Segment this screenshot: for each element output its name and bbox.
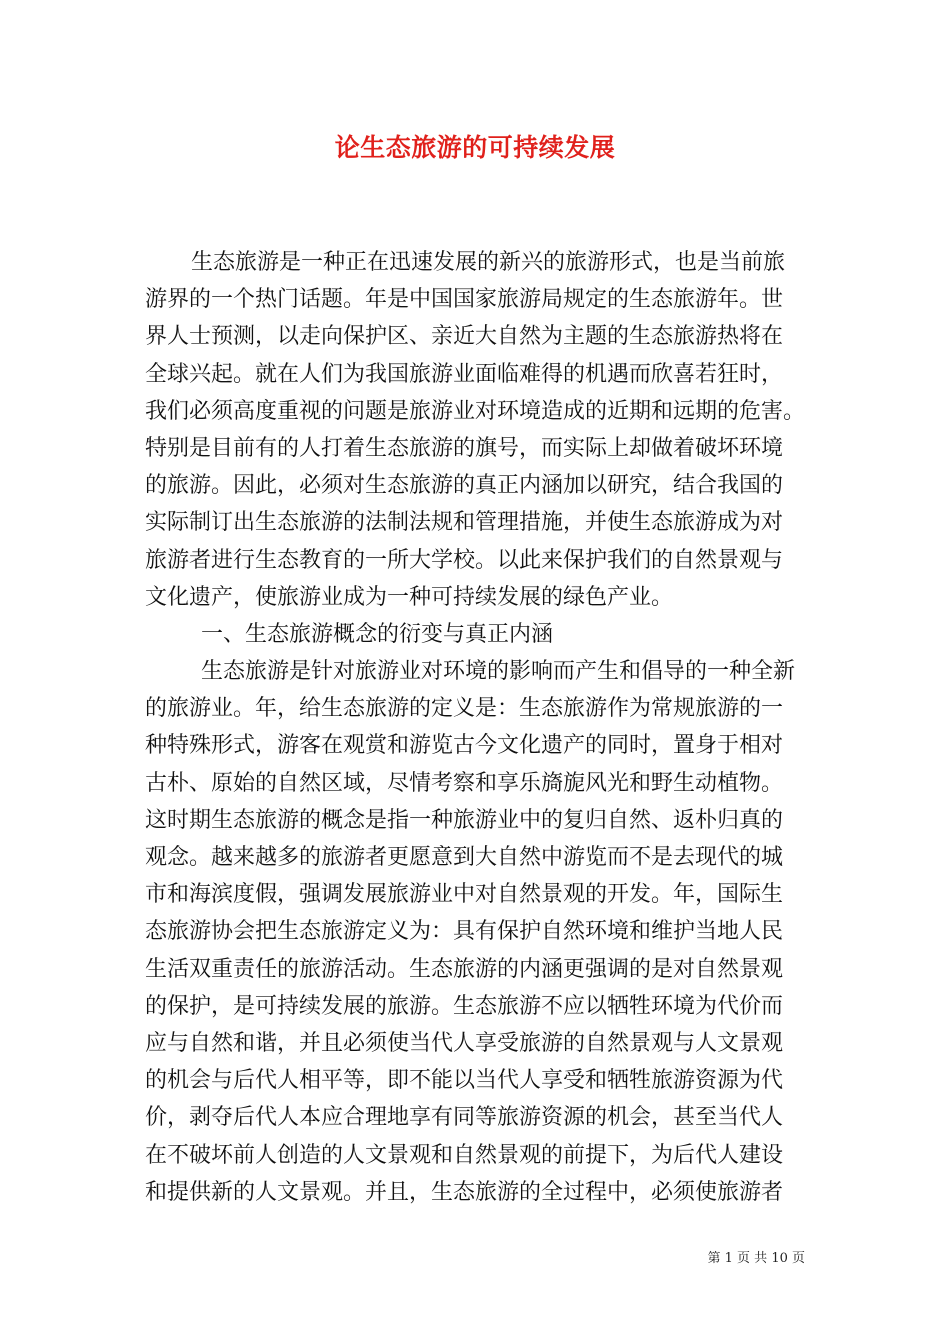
- text-line: 和提供新的人文景观。并且，生态旅游的全过程中，必须使旅游者: [145, 1179, 784, 1205]
- text-line: 种特殊形式，游客在观赏和游览古今文化遗产的同时，置身于相对: [145, 733, 784, 759]
- page-number-footer: 第 1 页 共 10 页: [707, 1251, 805, 1266]
- text-line: 的旅游业。年，给生态旅游的定义是：生态旅游作为常规旅游的一: [145, 696, 784, 722]
- text-line: 态旅游协会把生态旅游定义为：具有保护自然环境和维护当地人民: [145, 919, 784, 945]
- text-line: 界人士预测，以走向保护区、亲近大自然为主题的生态旅游热将在: [145, 324, 784, 350]
- text-line: 古朴、原始的自然区域，尽情考察和享乐旖旎风光和野生动植物。: [145, 770, 784, 796]
- text-line: 全球兴起。就在人们为我国旅游业面临难得的机遇而欣喜若狂时，: [145, 361, 784, 387]
- text-line: 在不破坏前人创造的人文景观和自然景观的前提下，为后代人建设: [145, 1142, 784, 1168]
- text-line: 的机会与后代人相平等，即不能以当代人享受和牺牲旅游资源为代: [145, 1068, 784, 1094]
- text-line: 应与自然和谐，并且必须使当代人享受旅游的自然景观与人文景观: [145, 1030, 784, 1056]
- text-line: 生态旅游是针对旅游业对环境的影响而产生和倡导的一种全新: [201, 659, 796, 685]
- text-line: 生态旅游是一种正在迅速发展的新兴的旅游形式，也是当前旅: [191, 250, 786, 275]
- text-line: 特别是目前有的人打着生态旅游的旗号，而实际上却做着破坏环境: [145, 435, 784, 461]
- text-line: 生活双重责任的旅游活动。生态旅游的内涵更强调的是对自然景观: [145, 956, 784, 982]
- text-line: 市和海滨度假，强调发展旅游业中对自然景观的开发。年，国际生: [145, 882, 784, 908]
- text-line: 观念。越来越多的旅游者更愿意到大自然中游览而不是去现代的城: [145, 845, 784, 870]
- text-line: 我们必须高度重视的问题是旅游业对环境造成的近期和远期的危害。: [145, 398, 806, 424]
- document-body: [145, 244, 810, 1211]
- document-title: 论生态旅游的可持续发展: [334, 133, 616, 162]
- text-line: 的旅游。因此，必须对生态旅游的真正内涵加以研究，结合我国的: [145, 473, 784, 499]
- text-line: 实际制订出生态旅游的法制法规和管理措施，并使生态旅游成为对: [145, 510, 784, 536]
- section-heading: 一、生态旅游概念的衍变与真正内涵: [201, 621, 554, 647]
- text-line: 的保护，是可持续发展的旅游。生态旅游不应以牺牲环境为代价而: [145, 993, 784, 1019]
- text-line: 游界的一个热门话题。年是中国国家旅游局规定的生态旅游年。世: [145, 287, 784, 313]
- text-line: 价，剥夺后代人本应合理地享有同等旅游资源的机会，甚至当代人: [145, 1105, 784, 1131]
- text-line: 旅游者进行生态教育的一所大学校。以此来保护我们的自然景观与: [145, 547, 784, 573]
- text-line: 文化遗产，使旅游业成为一种可持续发展的绿色产业。: [145, 584, 674, 610]
- text-line: 这时期生态旅游的概念是指一种旅游业中的复归自然、返朴归真的: [145, 807, 784, 833]
